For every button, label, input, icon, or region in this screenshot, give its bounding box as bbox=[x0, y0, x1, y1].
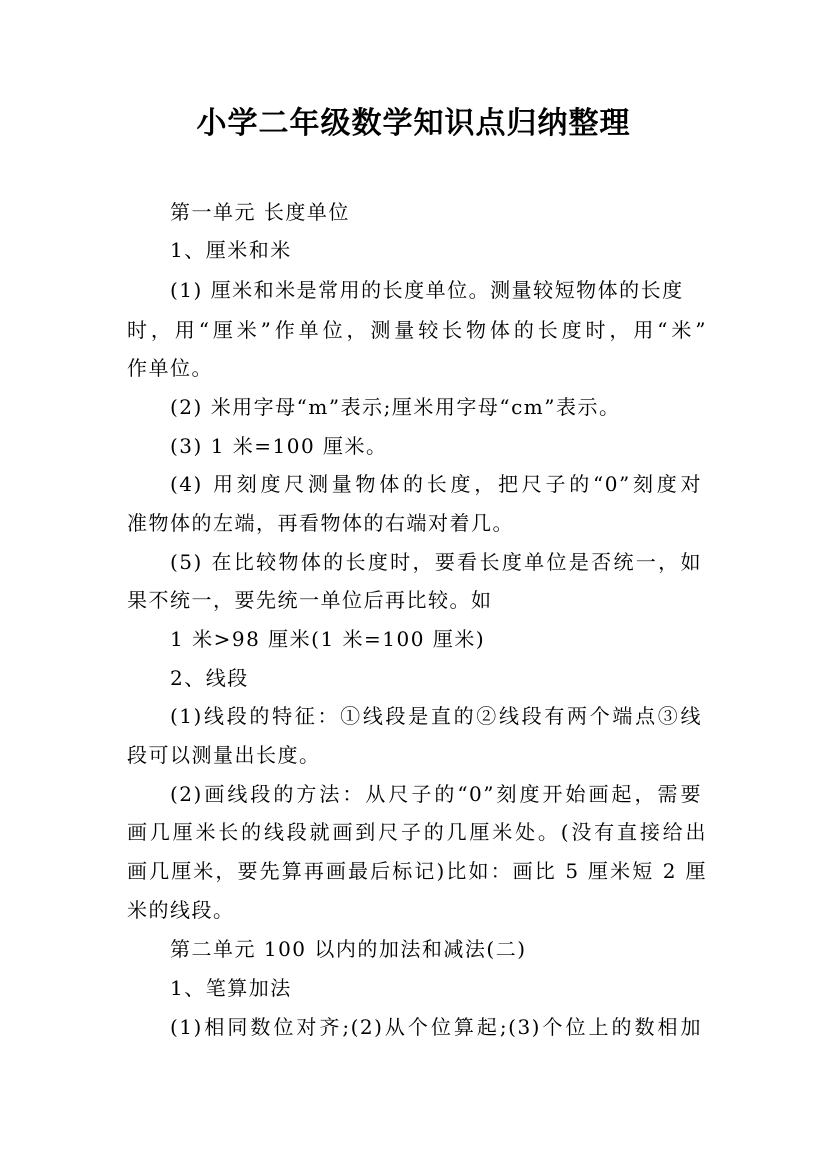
paragraph-line: (2)画线段的方法：从尺子的“0”刻度开始画起，需要 bbox=[170, 782, 702, 806]
section-heading: 2、线段 bbox=[170, 666, 249, 690]
paragraph-line: (1) 厘米和米是常用的长度单位。测量较短物体的长度 bbox=[170, 278, 684, 302]
paragraph-line: (1)相同数位对齐;(2)从个位算起;(3)个位上的数相加 bbox=[170, 1015, 702, 1039]
unit-heading-2: 第二单元 100 以内的加法和减法(二) bbox=[170, 937, 527, 961]
paragraph-line: 果不统一，要先统一单位后再比较。如 bbox=[127, 588, 493, 612]
paragraph-line: (4) 用刻度尺测量物体的长度，把尺子的“0”刻度对 bbox=[170, 472, 702, 496]
paragraph-line: 画几厘米，要先算再画最后标记)比如：画比 5 厘米短 2 厘 bbox=[127, 859, 707, 883]
paragraph-line: 时，用“厘米”作单位，测量较长物体的长度时，用“米” bbox=[127, 318, 707, 342]
paragraph-line: 段可以测量出长度。 bbox=[127, 743, 321, 767]
page-title: 小学二年级数学知识点归纳整理 bbox=[196, 106, 631, 141]
unit-heading-1: 第一单元 长度单位 bbox=[170, 200, 350, 224]
paragraph-line: 1 米>98 厘米(1 米=100 厘米) bbox=[170, 627, 486, 651]
paragraph-line: 画几厘米长的线段就画到尺子的几厘米处。(没有直接给出 bbox=[127, 820, 707, 844]
paragraph-line: 准物体的左端，再看物体的右端对着几。 bbox=[127, 511, 514, 535]
paragraph-line: 米的线段。 bbox=[127, 898, 235, 922]
section-heading: 1、厘米和米 bbox=[170, 238, 292, 262]
paragraph-line: (2) 米用字母“m”表示;厘米用字母“cm”表示。 bbox=[170, 395, 621, 419]
paragraph-line: (5) 在比较物体的长度时，要看长度单位是否统一，如 bbox=[170, 550, 702, 574]
paragraph-line: 作单位。 bbox=[127, 356, 213, 380]
paragraph-line: (1)线段的特征：①线段是直的②线段有两个端点③线 bbox=[170, 704, 702, 728]
paragraph-line: (3) 1 米=100 厘米。 bbox=[170, 434, 388, 458]
section-heading: 1、笔算加法 bbox=[170, 976, 292, 1000]
